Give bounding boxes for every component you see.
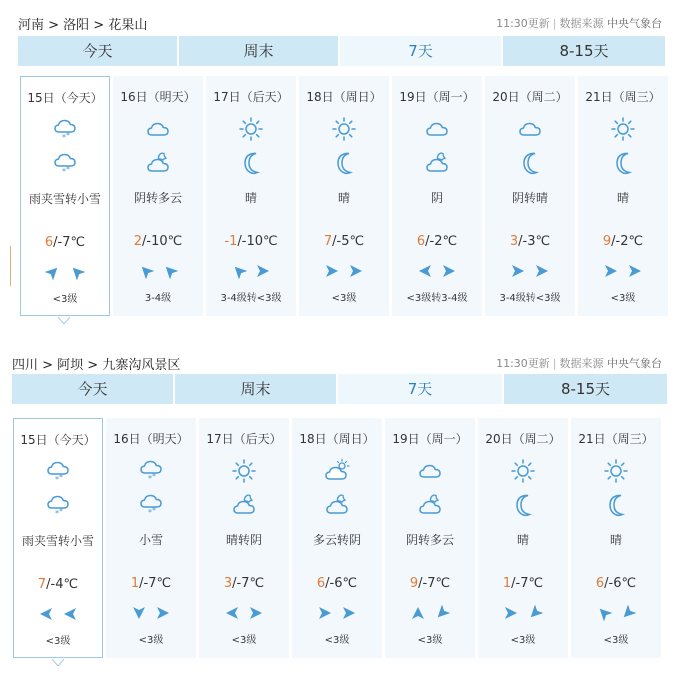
temperature-range [113, 234, 203, 249]
wind-level: <3级 [331, 293, 357, 304]
arrow-e-icon [350, 265, 362, 277]
breadcrumb[interactable]: 四川 > 阿坝 > 九寨沟风景区 [12, 358, 181, 373]
arrow-w-icon [40, 608, 52, 620]
panel-header [12, 350, 672, 374]
day-card[interactable] [292, 418, 382, 658]
moon-cloud-icon [424, 150, 450, 176]
sun-icon [610, 116, 636, 142]
arrow-w-icon [64, 608, 76, 620]
arrow-sw-icon [434, 605, 451, 622]
day-date: 17日（后天） [213, 90, 289, 104]
arrow-e-icon [250, 607, 262, 619]
wind-level: <3级 [610, 293, 636, 304]
arrow-e-icon [343, 607, 355, 619]
source-label: 数据来源 [559, 357, 604, 370]
side-marker [10, 246, 11, 286]
weather-desc: 雨夹雪转小雪 [21, 534, 94, 548]
snow-cloud-icon [45, 459, 71, 485]
cloud-icon [145, 116, 171, 142]
wind-level: <3级 [45, 636, 71, 647]
arrow-w-icon [419, 265, 431, 277]
day-card[interactable] [385, 418, 475, 658]
current-day-pointer [58, 317, 70, 324]
tab-weekend[interactable]: 周末 [175, 374, 338, 404]
temp-high: 3 [223, 576, 233, 591]
day-list [20, 76, 671, 318]
temp-high: 1 [130, 576, 140, 591]
moon-cloud-icon [324, 492, 350, 518]
wind-level: <3级 [52, 294, 78, 305]
day-card[interactable] [199, 418, 289, 658]
temperature-range [485, 234, 575, 249]
source-info: 11:30更新 | 数据来源 中央气象台 [496, 357, 662, 370]
temp-high: 7 [37, 577, 47, 592]
temperature-range [199, 576, 289, 591]
weather-desc: 阴转晴 [511, 191, 548, 205]
day-date: 16日（明天） [113, 432, 189, 446]
wind-level: <3级 [138, 635, 164, 646]
arrow-nw-icon [162, 263, 179, 280]
wind-level: 3-4级转<3级 [220, 293, 282, 304]
arrow-e-icon [319, 607, 331, 619]
wind-direction-icon [229, 262, 273, 280]
wind-level: 3-4级转<3级 [499, 293, 561, 304]
wind-direction-icon [415, 262, 459, 280]
forecast-tabs [18, 36, 665, 66]
arrow-s-icon [133, 607, 145, 619]
temp-high: 1 [502, 576, 512, 591]
wind-direction-icon [129, 604, 173, 622]
day-card[interactable] [578, 76, 668, 316]
temp-low: /-2℃ [611, 234, 644, 249]
arrow-w-icon [226, 607, 238, 619]
source-label: 数据来源 [559, 17, 604, 30]
weather-desc: 晴转阴 [225, 533, 262, 547]
temp-low: /-4℃ [46, 577, 79, 592]
day-list [13, 418, 664, 660]
arrow-nw-icon [231, 263, 248, 280]
temp-high: 6 [416, 234, 426, 249]
arrow-nw-icon [69, 264, 86, 281]
temp-high: 2 [133, 234, 143, 249]
temperature-range [21, 235, 109, 250]
arrow-nw-icon [596, 605, 613, 622]
day-date: 20日（周二） [485, 432, 561, 446]
weather-desc: 阴 [430, 191, 443, 205]
temperature-range [106, 576, 196, 591]
arrow-e-icon [157, 607, 169, 619]
arrow-e-icon [605, 265, 617, 277]
panel-header [12, 10, 672, 34]
arrow-ne-icon [45, 264, 62, 281]
cloud-icon [417, 458, 443, 484]
day-card[interactable] [299, 76, 389, 316]
snow-cloud-icon [45, 493, 71, 519]
day-card[interactable] [106, 418, 196, 658]
temperature-range [578, 234, 668, 249]
day-card[interactable] [571, 418, 661, 658]
temperature-range [385, 576, 475, 591]
wind-direction-icon [594, 604, 638, 622]
weather-desc: 晴 [609, 533, 622, 547]
wind-level: 3-4级 [144, 293, 172, 304]
moon-icon [610, 150, 636, 176]
day-card[interactable] [478, 418, 568, 658]
temp-low: /-10℃ [237, 234, 278, 249]
arrow-sw-icon [527, 605, 544, 622]
wind-direction-icon [322, 262, 366, 280]
temp-high: 9 [602, 234, 612, 249]
arrow-n-icon [412, 607, 424, 619]
temperature-range [292, 576, 382, 591]
cloud-icon [424, 116, 450, 142]
temp-high: -1 [224, 234, 238, 249]
snow-cloud-icon [138, 492, 164, 518]
wind-direction-icon [501, 604, 545, 622]
day-card[interactable] [20, 76, 110, 316]
day-date: 20日（周二） [492, 90, 568, 104]
weather-desc: 晴 [616, 191, 629, 205]
temp-high: 7 [323, 234, 333, 249]
arrow-e-icon [629, 265, 641, 277]
temp-low: /-10℃ [142, 234, 183, 249]
day-date: 19日（周一） [399, 90, 475, 104]
weather-desc: 雨夹雪转小雪 [28, 192, 101, 206]
snow-cloud-icon [52, 117, 78, 143]
day-card[interactable] [206, 76, 296, 316]
temp-low: /-7℃ [511, 576, 544, 591]
temp-low: /-7℃ [232, 576, 265, 591]
snow-cloud-icon [52, 151, 78, 177]
tab-7-days[interactable]: 7天 [338, 374, 504, 404]
day-date: 15日（今天） [27, 91, 103, 105]
moon-cloud-icon [231, 492, 257, 518]
wind-direction-icon [408, 604, 452, 622]
tab-8-15-days[interactable]: 8-15天 [503, 36, 665, 66]
update-time: 11:30更新 [496, 17, 550, 30]
arrow-e-icon [536, 265, 548, 277]
wind-level: <3级 [510, 635, 536, 646]
day-date: 21日（周三） [578, 432, 654, 446]
wind-direction-icon [222, 604, 266, 622]
day-card[interactable] [13, 418, 103, 658]
temp-low: /-7℃ [53, 235, 86, 250]
arrow-e-icon [505, 607, 517, 619]
wind-level: <3级 [231, 635, 257, 646]
temp-low: /-6℃ [325, 576, 358, 591]
arrow-nw-icon [138, 263, 155, 280]
temp-low: /-7℃ [418, 576, 451, 591]
arrow-e-icon [257, 265, 269, 277]
day-date: 21日（周三） [585, 90, 661, 104]
wind-direction-icon [315, 604, 359, 622]
day-date: 16日（明天） [120, 90, 196, 104]
temp-high: 9 [409, 576, 419, 591]
wind-direction-icon [136, 262, 180, 280]
temp-low: /-3℃ [518, 234, 551, 249]
day-date: 17日（后天） [206, 432, 282, 446]
arrow-e-icon [443, 265, 455, 277]
temperature-range [206, 234, 296, 249]
moon-cloud-icon [417, 492, 443, 518]
temp-high: 6 [595, 576, 605, 591]
sun-icon [331, 116, 357, 142]
sun-icon [510, 458, 536, 484]
temp-low: /-5℃ [332, 234, 365, 249]
wind-direction-icon [601, 262, 645, 280]
temperature-range [392, 234, 482, 249]
current-day-pointer [52, 659, 64, 666]
weather-desc: 晴 [337, 191, 350, 205]
sun-icon [231, 458, 257, 484]
arrow-e-icon [326, 265, 338, 277]
moon-icon [238, 150, 264, 176]
sun-cloud-icon [324, 458, 350, 484]
temperature-range [571, 576, 661, 591]
wind-level: <3级 [603, 635, 629, 646]
breadcrumb[interactable]: 河南 > 洛阳 > 花果山 [18, 18, 148, 33]
source-name[interactable]: 中央气象台 [607, 17, 662, 30]
source-name[interactable]: 中央气象台 [607, 357, 662, 370]
tab-today[interactable]: 今天 [12, 374, 175, 404]
arrow-sw-icon [620, 605, 637, 622]
sun-icon [603, 458, 629, 484]
moon-icon [331, 150, 357, 176]
weather-desc: 晴 [244, 191, 257, 205]
moon-icon [603, 492, 629, 518]
temperature-range [478, 576, 568, 591]
wind-level: <3级 [417, 635, 443, 646]
day-date: 18日（周日） [306, 90, 382, 104]
tab-today[interactable]: 今天 [18, 36, 179, 66]
day-card[interactable] [113, 76, 203, 316]
day-date: 19日（周一） [392, 432, 468, 446]
moon-icon [517, 150, 543, 176]
source-info: 11:30更新 | 数据来源 中央气象台 [496, 17, 662, 30]
temp-high: 6 [316, 576, 326, 591]
temp-low: /-2℃ [425, 234, 458, 249]
wind-direction-icon [36, 605, 80, 623]
day-card[interactable] [485, 76, 575, 316]
moon-cloud-icon [145, 150, 171, 176]
day-date: 15日（今天） [20, 433, 96, 447]
temp-high: 3 [509, 234, 519, 249]
temperature-range [14, 577, 102, 592]
wind-level: <3级 [324, 635, 350, 646]
temp-high: 6 [44, 235, 54, 250]
weather-desc: 阴转多云 [405, 533, 454, 547]
forecast-tabs [12, 374, 667, 404]
wind-level: <3级转3-4级 [406, 293, 468, 304]
temperature-range [299, 234, 389, 249]
weather-desc: 小雪 [138, 533, 163, 547]
day-date: 18日（周日） [299, 432, 375, 446]
wind-direction-icon [508, 262, 552, 280]
tab-weekend[interactable]: 周末 [179, 36, 340, 66]
tab-8-15-days[interactable]: 8-15天 [504, 374, 667, 404]
day-card[interactable] [392, 76, 482, 316]
weather-desc: 多云转阴 [312, 533, 361, 547]
weather-desc: 阴转多云 [133, 191, 182, 205]
tab-7-days[interactable]: 7天 [340, 36, 503, 66]
temp-low: /-7℃ [139, 576, 172, 591]
arrow-e-icon [512, 265, 524, 277]
temp-low: /-6℃ [604, 576, 637, 591]
cloud-icon [517, 116, 543, 142]
moon-icon [510, 492, 536, 518]
weather-desc: 晴 [516, 533, 529, 547]
snow-cloud-icon [138, 458, 164, 484]
sun-icon [238, 116, 264, 142]
wind-direction-icon [43, 263, 87, 281]
update-time: 11:30更新 [496, 357, 550, 370]
